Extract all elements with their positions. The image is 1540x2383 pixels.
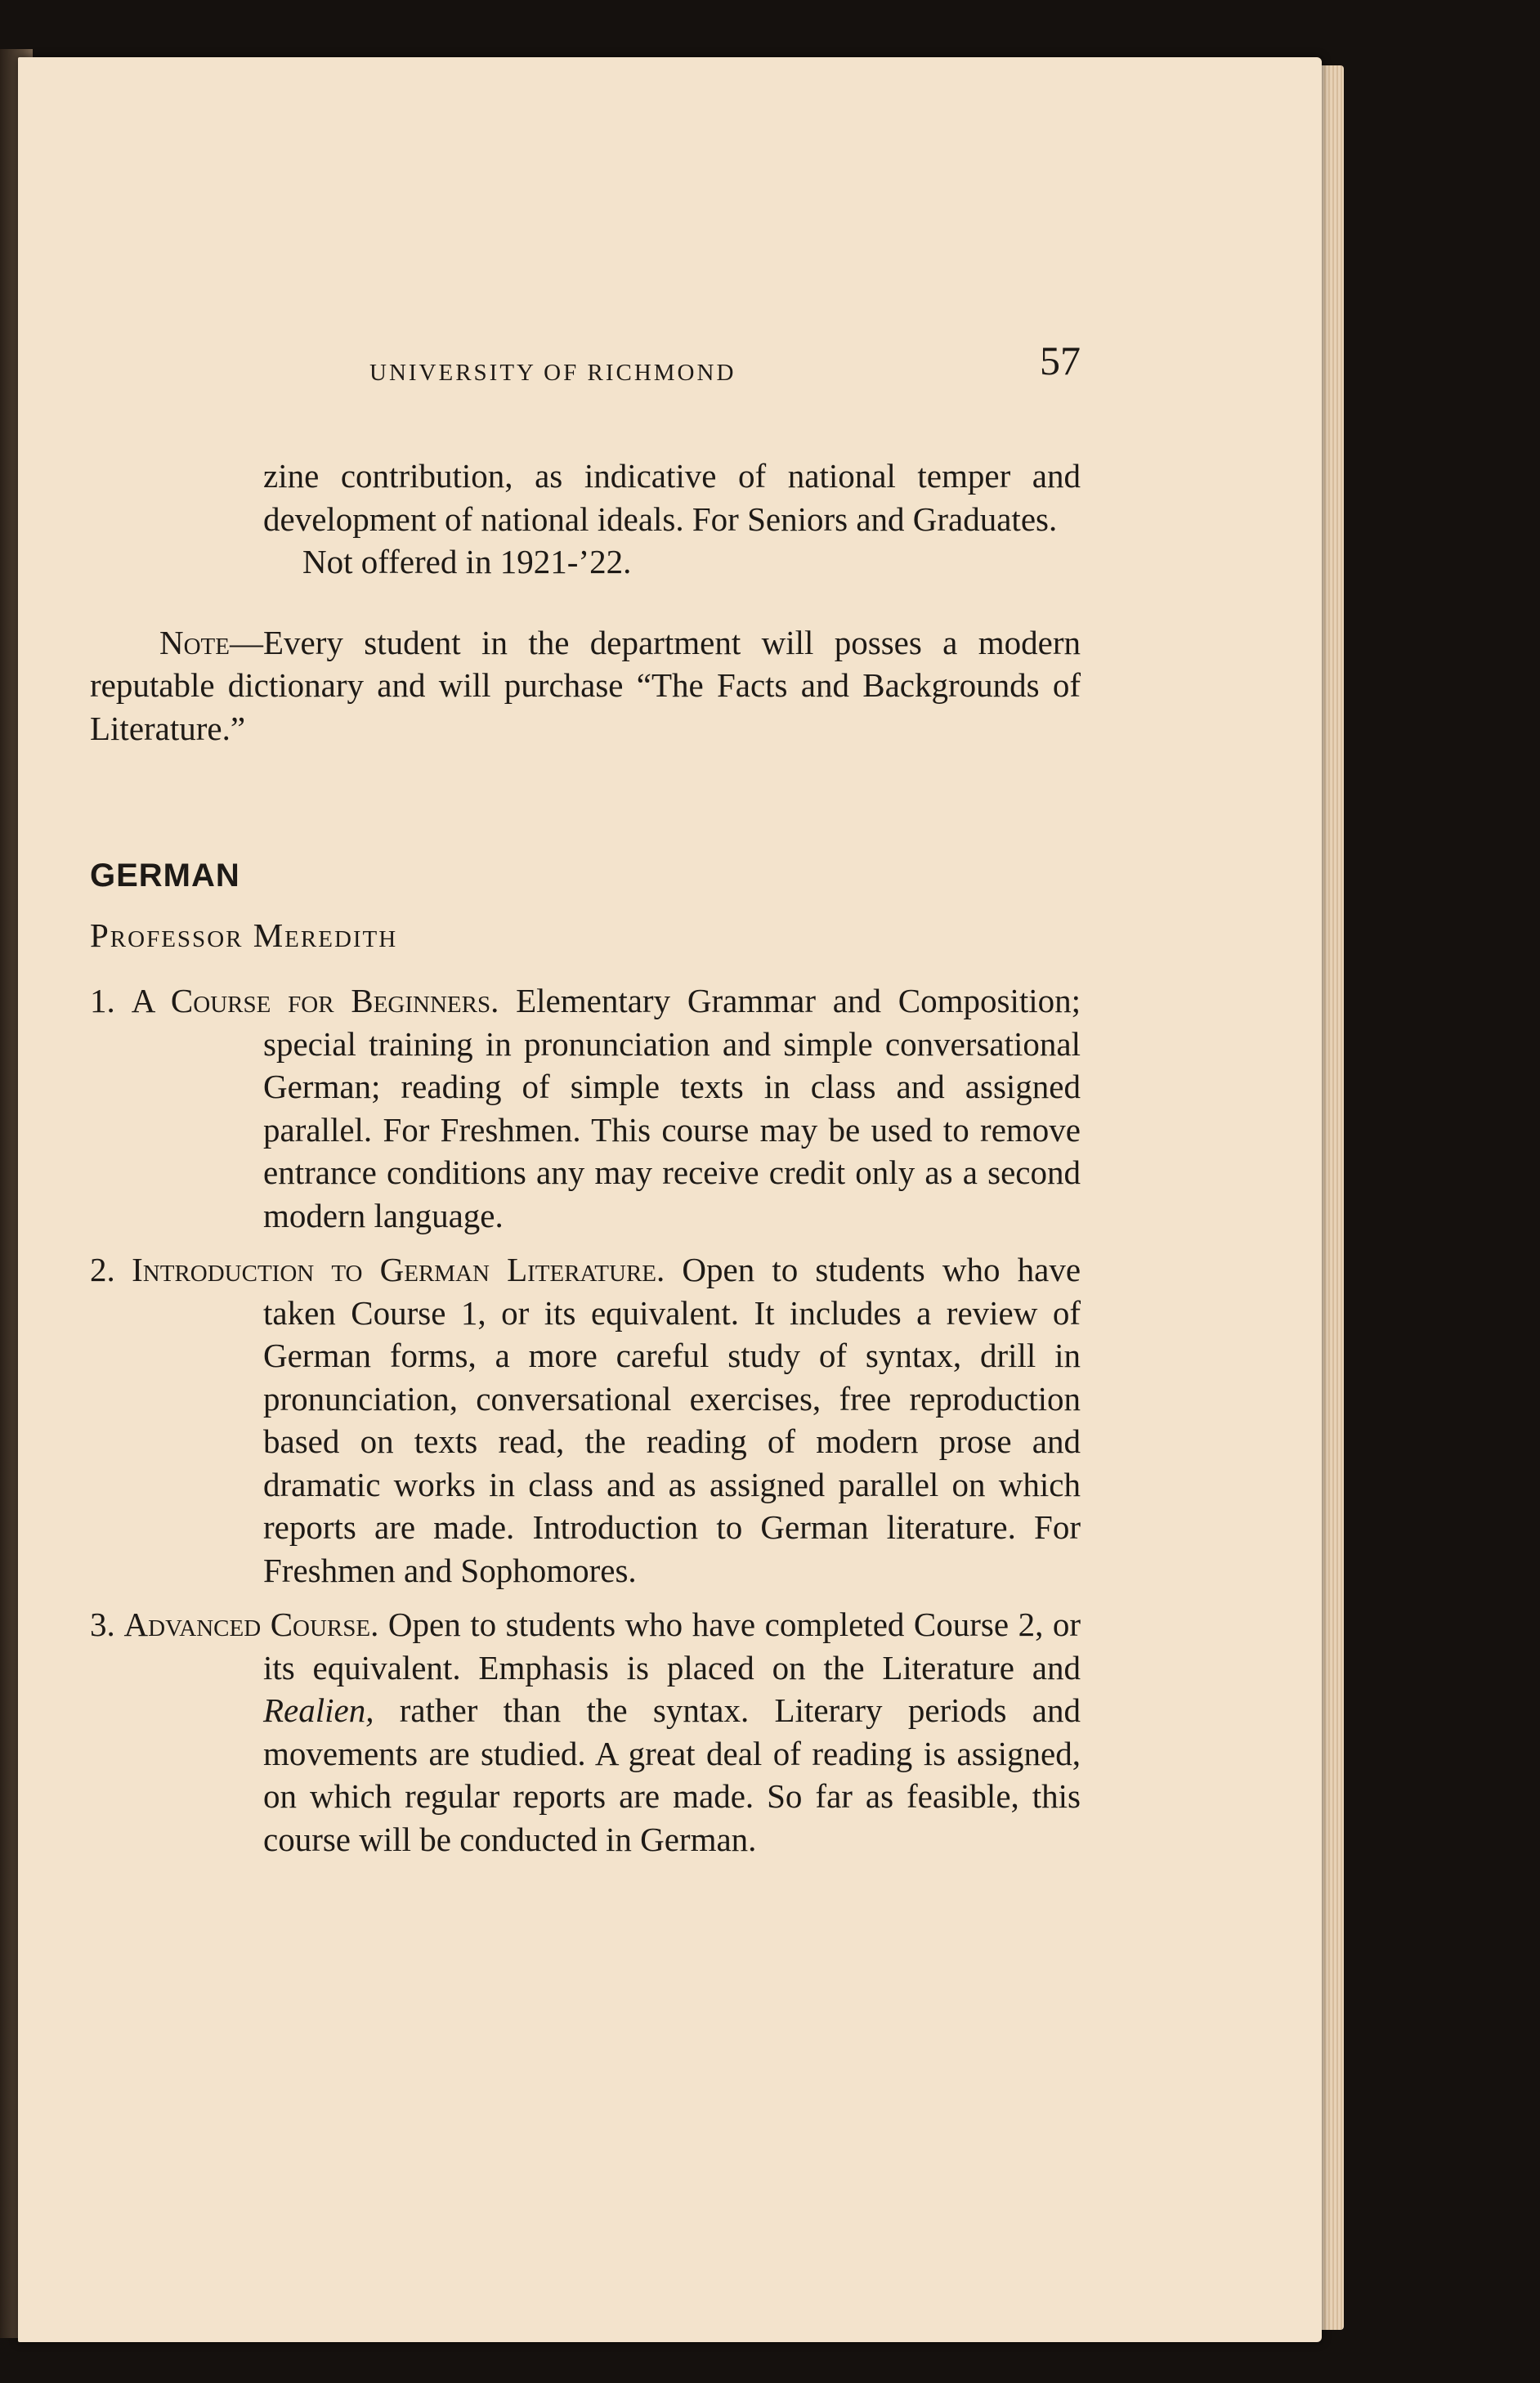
page-number: 57 <box>1040 338 1081 383</box>
course-description-italic: Realien, <box>263 1691 374 1729</box>
course-description: Open to students who have taken Course 1, or its equivalent. It includes a review of German forms, a more careful study of syntax, drill in pronunciation, conversational exercises, free reproduction based on texts read, the reading of modern prose and dramatic works in class and as assigned parallel on which reports are made. Introduction to German literature. For Freshmen and Sophomores. <box>263 1251 1081 1589</box>
note-text: —Every student in the department will posses a modern reputable dictionary and will purchase “The Facts and Backgrounds of Literature.” <box>90 623 1081 747</box>
text-block <box>90 455 1081 1872</box>
course-number: 1. <box>90 982 115 1019</box>
note-paragraph <box>90 621 1081 750</box>
professor-name: Professor Meredith <box>90 916 398 954</box>
running-head-title: UNIVERSITY OF RICHMOND <box>369 360 736 386</box>
not-offered-text: Not offered in 1921-’22. <box>302 543 632 580</box>
course-title: A Course for Beginners. <box>131 982 499 1019</box>
course-number: 2. <box>90 1251 115 1288</box>
course-item-3 <box>90 1603 1081 1861</box>
running-head <box>369 337 1081 402</box>
course-item-1 <box>90 979 1081 1237</box>
continuation-text: zine contribution, as indicative of national temper and development of national ideals. For Seniors and Graduates. <box>263 457 1081 538</box>
book-page <box>18 57 1322 2342</box>
course-description-end: rather than the syntax. Literary periods and movements are studied. A great deal of reading is assigned, on which regular reports are made. So far as feasible, this course will be conducted in German. <box>263 1691 1081 1858</box>
course-item-2 <box>90 1248 1081 1592</box>
section-heading: GERMAN <box>90 858 240 894</box>
course-title: Introduction to German Literature. <box>132 1251 665 1288</box>
course-description: Open to students who have completed Course 2, or its equivalent. Emphasis is placed on the Literature and <box>263 1606 1081 1686</box>
course-title: Advanced Course. <box>123 1606 379 1643</box>
continuation-block <box>263 455 1081 584</box>
course-number: 3. <box>90 1606 115 1643</box>
note-label: Note <box>159 623 230 661</box>
course-description: Elementary Grammar and Composition; special training in pronunciation and simple conversational German; reading of simple texts in class and assigned parallel. For Freshmen. This course may be used to remove entrance conditions any may receive credit only as a second modern language. <box>263 982 1081 1234</box>
